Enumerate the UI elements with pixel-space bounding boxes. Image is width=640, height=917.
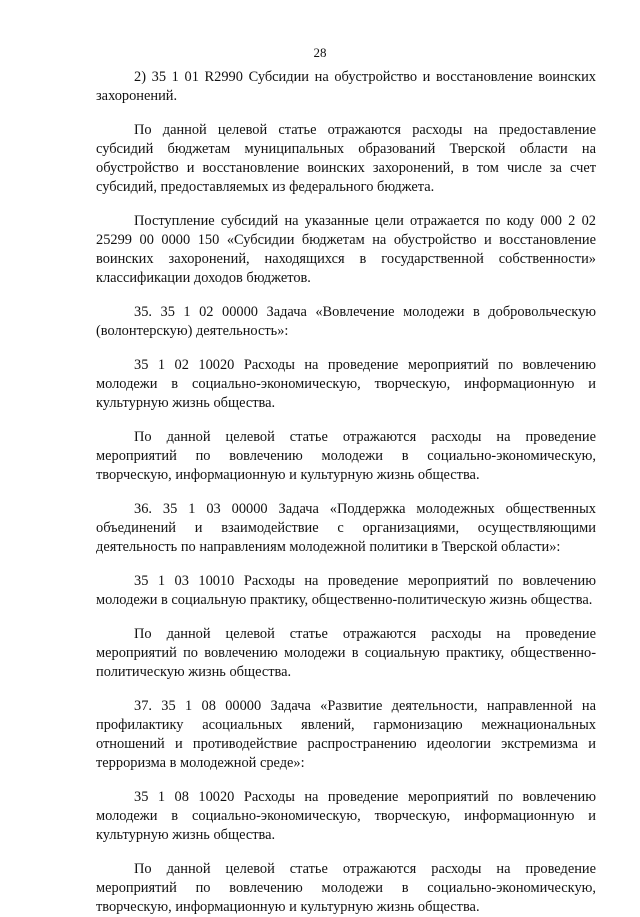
paragraph-task-37: 37. 35 1 08 00000 Задача «Развитие деятельности, направленной на профилактику асоциальных явлений, гармонизацию межнациональных отношений и противодействие распространению идеологии экстремизма и терроризма в молодежной среде»: xyxy=(96,698,596,771)
page-number: 28 xyxy=(313,45,327,60)
paragraph-item-35-1-08-10020-description: По данной целевой статье отражаются расходы на проведение мероприятий по вовлечению молодежи в социально-экономическую, творческую, информационную и культурную жизнь общества. xyxy=(96,861,596,915)
paragraph-item-35-1-02-10020: 35 1 02 10020 Расходы на проведение мероприятий по вовлечению молодежи в социально-экономическую, творческую, информационную и культурную жизнь общества. xyxy=(96,357,596,411)
paragraph-item-35-1-03-10010: 35 1 03 10010 Расходы на проведение мероприятий по вовлечению молодежи в социальную практику, общественно-политическую жизнь общества. xyxy=(96,573,596,608)
paragraph-r2990-description: По данной целевой статье отражаются расходы на предоставление субсидий бюджетам муниципальных образований Тверской области на обустройство и восстановление воинских захоронений, в том числе за счет субсидий, предоставляемых из федерального бюджета. xyxy=(96,122,596,195)
paragraph-item-r2990: 2) 35 1 01 R2990 Субсидии на обустройство и восстановление воинских захоронений. xyxy=(96,69,596,104)
paragraph-task-35: 35. 35 1 02 00000 Задача «Вовлечение молодежи в добровольческую (волонтерскую) деятельность»: xyxy=(96,304,596,339)
paragraph-item-35-1-03-10010-description: По данной целевой статье отражаются расходы на проведение мероприятий по вовлечению молодежи в социальную практику, общественно-политическую жизнь общества. xyxy=(96,626,596,680)
paragraph-task-36: 36. 35 1 03 00000 Задача «Поддержка молодежных общественных объединений и взаимодействие с организациями, осуществляющими деятельность по направлениям молодежной политики в Тверской области»: xyxy=(96,501,596,555)
document-body xyxy=(96,68,596,917)
paragraph-item-35-1-08-10020: 35 1 08 10020 Расходы на проведение мероприятий по вовлечению молодежи в социально-экономическую, творческую, информационную и культурную жизнь общества. xyxy=(96,789,596,843)
paragraph-item-35-1-02-10020-description: По данной целевой статье отражаются расходы на проведение мероприятий по вовлечению молодежи в социально-экономическую, творческую, информационную и культурную жизнь общества. xyxy=(96,429,596,483)
paragraph-subsidy-income-code: Поступление субсидий на указанные цели отражается по коду 000 2 02 25299 00 0000 150 «Субсидии бюджетам на обустройство и восстановление воинских захоронений, находящихся в государственной собственности» классификации доходов бюджетов. xyxy=(96,213,596,286)
